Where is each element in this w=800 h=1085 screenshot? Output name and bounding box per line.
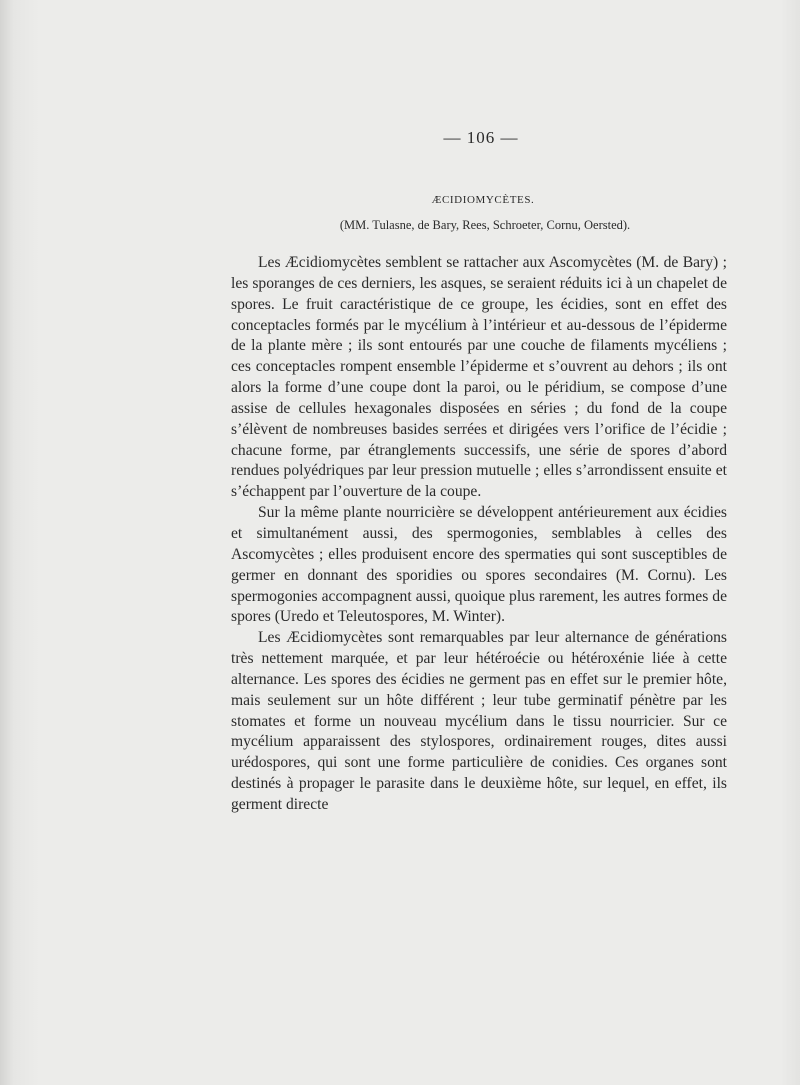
section-title: ÆCIDIOMYCÈTES.: [431, 194, 535, 206]
author-citation: (MM. Tulasne, de Bary, Rees, Schroeter, Cornu, Oersted).: [339, 218, 631, 232]
paragraph: Les Æcidiomycètes semblent se rattacher aux Ascomycètes (M. de Bary) ; les sporanges de ces derniers, les asques, se seraient réduits ici à un chapelet de spores. Le fruit caractéristique de ce groupe, les écidies, sont en effet des conceptacles formés par le mycélium à l’intérieur et au-dessous de l’épiderme de la plante mère ; ils sont entourés par une couche de filaments mycéliens ; ces conceptacles rompent ensemble l’épiderme et s’ouvrent au dehors ; ils ont alors la forme d’une coupe dont la paroi, ou le péridium, se compose d’une assise de cellules hexagonales disposées en séries ; du fond de la coupe s’élèvent de nombreuses basides serrées et dirigées vers l’orifice de l’écidie ; chacune forme, par étranglements successifs, une série de spores d’abord rendues polyédriques par leur pression mutuelle ; elles s’arrondissent ensuite et s’échappent par l’ouverture de la coupe.: [231, 254, 727, 501]
paragraph: Sur la même plante nourricière se développent antérieurement aux écidies et simultanément aussi, des spermogonies, semblables à celles des Ascomycètes ; elles produisent encore des spermaties qui sont susceptibles de germer en donnant des sporidies ou spores secondaires (M. Cornu). Les spermogonies accompagnent aussi, quoique plus rarement, les autres formes de spores (Uredo et Teleutospores, M. Winter).: [231, 504, 727, 626]
page-number: — 106 —: [443, 128, 519, 147]
paragraph: Les Æcidiomycètes sont remarquables par leur alternance de générations très nettement marquée, et par leur hétéroécie ou hétéroxénie liée à cette alternance. Les spores des écidies ne germent pas en effet sur le premier hôte, mais seulement sur un hôte différent ; leur tube germinatif pénètre par les stomates et forme un nouveau mycélium dans le tissu nourricier. Sur ce mycélium apparaissent des stylospores, ordinairement rouges, dites aussi urédospores, qui sont une forme particulière de conidies. Ces organes sont destinés à propager le parasite dans le deuxième hôte, sur lequel, en effet, ils germent directe: [231, 629, 727, 813]
body-text: [231, 253, 727, 816]
